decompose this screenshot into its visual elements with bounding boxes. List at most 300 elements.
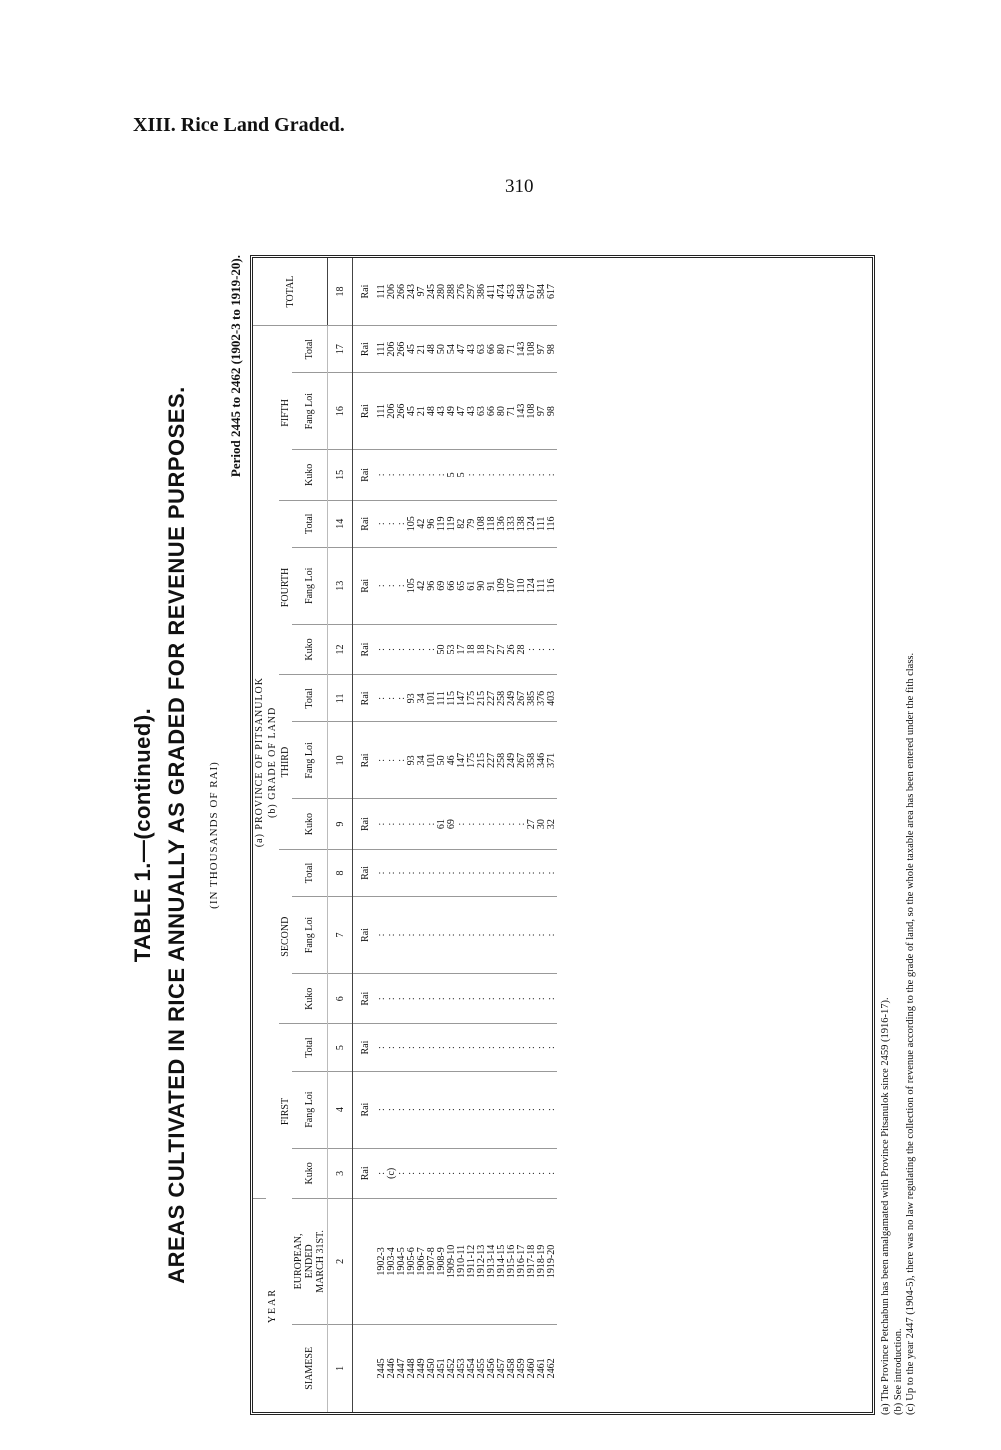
cell-tot5: 66: [487, 326, 497, 373]
cell-siamese: 2453: [456, 1358, 467, 1379]
cell-tot5: 98: [547, 326, 557, 373]
column-number: 11: [328, 675, 353, 722]
european-header: [292, 1199, 328, 1325]
cell-fang2: :: [517, 897, 527, 974]
cell-kuko2: :: [477, 973, 487, 1024]
cell-fang3: 34: [417, 722, 427, 799]
cell-tot3: 215: [477, 675, 487, 722]
cell-tot3: 249: [507, 675, 517, 722]
cell-fang2: :: [537, 897, 547, 974]
cell-total: 266: [397, 258, 407, 326]
cell-tot3: 267: [517, 675, 527, 722]
cell-tot1: :: [427, 1024, 437, 1071]
cell-fang2: :: [467, 897, 477, 974]
cell-kuko5: :: [427, 450, 437, 501]
total-subheader: Total: [292, 1024, 328, 1071]
column-number: 14: [328, 500, 353, 547]
cell-fang1: :: [397, 1071, 407, 1148]
column-number: 6: [328, 973, 353, 1024]
siamese-header: SIAMESE: [292, 1324, 328, 1412]
table-row: [527, 258, 537, 1412]
cell-fang4: 90: [477, 547, 487, 624]
cell-kuko5: :: [437, 450, 447, 501]
cell-siamese: 2447: [396, 1358, 407, 1379]
cell-tot5: 48: [427, 326, 437, 373]
cell-kuko5: :: [387, 450, 397, 501]
cell-siamese: 2454: [466, 1358, 477, 1379]
cell-kuko5: 5: [447, 450, 457, 501]
unit-cell: [353, 1324, 378, 1412]
cell-fang2: :: [487, 897, 497, 974]
fang-loi-header: Fang Loi: [292, 547, 328, 624]
unit-cell: Rai: [353, 973, 378, 1024]
table-row: [427, 258, 437, 1412]
cell-fang5: 66: [487, 373, 497, 450]
cell-tot4: 118: [487, 500, 497, 547]
cell-tot3: 93: [407, 675, 417, 722]
cell-kuko4: :: [387, 624, 397, 675]
unit-cell: Rai: [353, 722, 378, 799]
cell-kuko5: :: [507, 450, 517, 501]
cell-kuko3: 69: [447, 799, 457, 850]
cell-kuko5: :: [407, 450, 417, 501]
cell-tot2: :: [427, 849, 437, 896]
cell-tot5: 21: [417, 326, 427, 373]
cell-kuko2: :: [537, 973, 547, 1024]
cell-fang4: 42: [417, 547, 427, 624]
cell-fang1: :: [407, 1071, 417, 1148]
cell-tot4: 82: [457, 500, 467, 547]
cell-tot1: :: [507, 1024, 517, 1071]
cell-fang4: 124: [527, 547, 537, 624]
cell-siamese: 2462: [546, 1358, 557, 1379]
cell-tot1: :: [477, 1024, 487, 1071]
cell-kuko4: 18: [477, 624, 487, 675]
cell-kuko4: 18: [467, 624, 477, 675]
cell-tot1: :: [377, 1024, 387, 1071]
cell-fang5: 108: [527, 373, 537, 450]
cell-fang3: 215: [477, 722, 487, 799]
cell-kuko2: :: [397, 973, 407, 1024]
cell-european: 1902-3: [377, 1199, 387, 1325]
cell-fang4: 111: [537, 547, 547, 624]
column-number: 3: [328, 1148, 353, 1199]
cell-kuko1: :: [407, 1148, 417, 1199]
unit-cell: Rai: [353, 500, 378, 547]
fang-loi-header: Fang Loi: [292, 373, 328, 450]
cell-kuko3: :: [477, 799, 487, 850]
page-number: 310: [505, 176, 534, 197]
cell-total: 617: [527, 258, 537, 326]
cell-fang5: 80: [497, 373, 507, 450]
european-header-line3: MARCH 31ST.: [315, 1230, 326, 1293]
cell-fang5: 266: [397, 373, 407, 450]
cell-european: 1911-12: [467, 1199, 477, 1325]
total-subheader: Total: [292, 849, 328, 896]
kuko-header: Kuko: [292, 450, 328, 501]
cell-fang2: :: [547, 897, 557, 974]
cell-kuko4: :: [377, 624, 387, 675]
cell-tot3: 34: [417, 675, 427, 722]
kuko-header: Kuko: [292, 973, 328, 1024]
cell-fang4: :: [397, 547, 407, 624]
table-row: [387, 258, 397, 1412]
cell-kuko4: :: [527, 624, 537, 675]
cell-kuko5: 5: [457, 450, 467, 501]
cell-tot1: :: [437, 1024, 447, 1071]
cell-kuko4: 27: [487, 624, 497, 675]
grade-fourth-header: FOURTH: [279, 500, 292, 675]
column-number: 17: [328, 326, 353, 373]
table-row: [497, 258, 507, 1412]
cell-tot5: 71: [507, 326, 517, 373]
cell-tot5: 47: [457, 326, 467, 373]
cell-european: 1915-16: [507, 1199, 517, 1325]
footnote-b: (b) See introduction.: [892, 1328, 904, 1415]
cell-kuko5: :: [517, 450, 527, 501]
cell-fang4: 61: [467, 547, 477, 624]
cell-european: 1917-18: [527, 1199, 537, 1325]
cell-tot3: 175: [467, 675, 477, 722]
cell-european: 1914-15: [497, 1199, 507, 1325]
total-subheader: Total: [292, 500, 328, 547]
cell-tot1: :: [497, 1024, 507, 1071]
unit-cell: Rai: [353, 326, 378, 373]
cell-kuko4: :: [547, 624, 557, 675]
cell-tot5: 54: [447, 326, 457, 373]
cell-kuko1: :: [417, 1148, 427, 1199]
cell-fang5: 49: [447, 373, 457, 450]
cell-fang2: :: [507, 897, 517, 974]
cell-fang2: :: [477, 897, 487, 974]
cell-fang1: :: [387, 1071, 397, 1148]
cell-kuko2: :: [417, 973, 427, 1024]
cell-kuko4: 53: [447, 624, 457, 675]
table-body: [377, 258, 557, 1412]
cell-tot5: 143: [517, 326, 527, 373]
cell-kuko5: :: [467, 450, 477, 501]
cell-kuko1: :: [497, 1148, 507, 1199]
cell-fang3: 258: [497, 722, 507, 799]
table-row: [437, 258, 447, 1412]
cell-fang3: 371: [547, 722, 557, 799]
cell-kuko1: :: [517, 1148, 527, 1199]
cell-kuko2: :: [527, 973, 537, 1024]
cell-european: 1916-17: [517, 1199, 527, 1325]
cell-kuko3: 61: [437, 799, 447, 850]
column-number: 9: [328, 799, 353, 850]
cell-tot3: :: [397, 675, 407, 722]
cell-fang2: :: [397, 897, 407, 974]
cell-fang5: 21: [417, 373, 427, 450]
cell-fang2: :: [417, 897, 427, 974]
cell-kuko4: 28: [517, 624, 527, 675]
cell-tot2: :: [467, 849, 477, 896]
cell-european: 1912-13: [477, 1199, 487, 1325]
cell-tot3: 115: [447, 675, 457, 722]
column-number: 5: [328, 1024, 353, 1071]
cell-kuko1: :: [507, 1148, 517, 1199]
cell-european: 1907-8: [427, 1199, 437, 1325]
province-header: (a) PROVINCE OF PITSANULOK: [253, 326, 266, 1199]
cell-fang5: 43: [437, 373, 447, 450]
cell-tot5: 108: [527, 326, 537, 373]
cell-fang5: 71: [507, 373, 517, 450]
cell-kuko4: :: [537, 624, 547, 675]
year-header: YEAR: [267, 1287, 278, 1324]
cell-kuko3: :: [497, 799, 507, 850]
cell-tot5: 45: [407, 326, 417, 373]
cell-kuko5: :: [537, 450, 547, 501]
cell-european: 1903-4: [387, 1199, 397, 1325]
cell-kuko3: :: [427, 799, 437, 850]
cell-fang1: :: [417, 1071, 427, 1148]
cell-kuko5: :: [497, 450, 507, 501]
cell-kuko3: :: [377, 799, 387, 850]
cell-tot1: :: [387, 1024, 397, 1071]
cell-fang2: :: [437, 897, 447, 974]
cell-fang3: 101: [427, 722, 437, 799]
cell-fang3: 93: [407, 722, 417, 799]
cell-total: 617: [547, 258, 557, 326]
cell-fang3: :: [377, 722, 387, 799]
cell-kuko2: :: [447, 973, 457, 1024]
cell-siamese: 2459: [516, 1358, 527, 1379]
cell-fang3: 346: [537, 722, 547, 799]
cell-tot2: :: [517, 849, 527, 896]
cell-fang1: :: [447, 1071, 457, 1148]
cell-fang1: :: [547, 1071, 557, 1148]
grade-header: (b) GRADE OF LAND: [267, 706, 278, 818]
grade-first-header: FIRST: [280, 1097, 291, 1126]
cell-tot2: :: [477, 849, 487, 896]
cell-tot1: :: [457, 1024, 467, 1071]
column-number: 16: [328, 373, 353, 450]
column-number: 2: [328, 1199, 353, 1325]
cell-fang3: 267: [517, 722, 527, 799]
cell-kuko1: :: [527, 1148, 537, 1199]
cell-tot5: 111: [377, 326, 387, 373]
cell-fang1: :: [427, 1071, 437, 1148]
column-number: 8: [328, 849, 353, 896]
total-subheader: Total: [292, 326, 328, 373]
cell-fang5: 98: [547, 373, 557, 450]
cell-fang5: 143: [517, 373, 527, 450]
table-row: [457, 258, 467, 1412]
cell-fang1: :: [477, 1071, 487, 1148]
cell-fang4: 107: [507, 547, 517, 624]
cell-tot2: :: [437, 849, 447, 896]
cell-tot2: :: [417, 849, 427, 896]
cell-kuko1: :: [397, 1148, 407, 1199]
cell-fang2: :: [527, 897, 537, 974]
cell-fang5: 97: [537, 373, 547, 450]
cell-kuko4: :: [427, 624, 437, 675]
cell-total: 280: [437, 258, 447, 326]
cell-tot2: :: [507, 849, 517, 896]
cell-tot2: :: [447, 849, 457, 896]
cell-fang3: 358: [527, 722, 537, 799]
cell-fang3: :: [387, 722, 397, 799]
fang-loi-header: Fang Loi: [292, 722, 328, 799]
cell-fang4: 109: [497, 547, 507, 624]
cell-siamese: 2445: [376, 1358, 387, 1379]
cell-fang2: :: [407, 897, 417, 974]
cell-european: 1906-7: [417, 1199, 427, 1325]
cell-tot1: :: [417, 1024, 427, 1071]
total-subheader: Total: [292, 675, 328, 722]
cell-tot1: :: [527, 1024, 537, 1071]
cell-tot1: :: [467, 1024, 477, 1071]
cell-tot1: :: [487, 1024, 497, 1071]
cell-kuko4: 17: [457, 624, 467, 675]
cell-total: 584: [537, 258, 547, 326]
cell-kuko1: :: [427, 1148, 437, 1199]
cell-european: 1904-5: [397, 1199, 407, 1325]
cell-tot4: 96: [427, 500, 437, 547]
cell-tot4: 111: [537, 500, 547, 547]
cell-fang1: :: [457, 1071, 467, 1148]
cell-european: 1905-6: [407, 1199, 417, 1325]
cell-kuko4: 50: [437, 624, 447, 675]
cell-kuko5: :: [377, 450, 387, 501]
cell-tot4: 133: [507, 500, 517, 547]
cell-tot1: :: [547, 1024, 557, 1071]
footnote-c: (c) Up to the year 2447 (1904-5), there was no law regulating the collection of revenue according to the grade of land, so the whole taxable area has been entered under the fith class.: [905, 652, 916, 1415]
column-number: 18: [328, 258, 353, 326]
cell-tot1: :: [537, 1024, 547, 1071]
cell-kuko1: :: [437, 1148, 447, 1199]
cell-total: 386: [477, 258, 487, 326]
cell-tot3: 258: [497, 675, 507, 722]
cell-fang4: 65: [457, 547, 467, 624]
cell-kuko3: :: [507, 799, 517, 850]
table-row: [447, 258, 457, 1412]
grade-second-header: SECOND: [279, 849, 292, 1024]
cell-tot5: 80: [497, 326, 507, 373]
cell-tot1: :: [447, 1024, 457, 1071]
cell-tot4: 116: [547, 500, 557, 547]
table-row: [517, 258, 527, 1412]
cell-siamese: 2455: [476, 1358, 487, 1379]
cell-kuko2: :: [407, 973, 417, 1024]
cell-kuko3: :: [387, 799, 397, 850]
cell-total: 453: [507, 258, 517, 326]
cell-fang5: 206: [387, 373, 397, 450]
fang-loi-header: Fang Loi: [292, 1071, 328, 1148]
cell-fang5: 111: [377, 373, 387, 450]
cell-total: 474: [497, 258, 507, 326]
cell-fang3: 249: [507, 722, 517, 799]
column-number: 13: [328, 547, 353, 624]
cell-tot2: :: [387, 849, 397, 896]
table-frame: [250, 255, 875, 1415]
cell-siamese: 2446: [386, 1358, 397, 1379]
cell-tot4: :: [387, 500, 397, 547]
cell-fang4: :: [377, 547, 387, 624]
cell-kuko4: 27: [497, 624, 507, 675]
cell-total: 97: [417, 258, 427, 326]
cell-tot4: 124: [527, 500, 537, 547]
cell-siamese: 2460: [526, 1358, 537, 1379]
cell-tot4: 119: [447, 500, 457, 547]
table-row: [487, 258, 497, 1412]
cell-kuko5: :: [547, 450, 557, 501]
table-row: [397, 258, 407, 1412]
cell-fang5: 47: [457, 373, 467, 450]
table-subtitle: AREAS CULTIVATED IN RICE ANNUALLY AS GRADED FOR REVENUE PURPOSES.: [164, 386, 189, 1284]
column-number: 7: [328, 897, 353, 974]
total-header: TOTAL: [253, 258, 328, 326]
cell-kuko2: :: [497, 973, 507, 1024]
cell-fang3: :: [397, 722, 407, 799]
cell-kuko3: 27: [527, 799, 537, 850]
grade-third-header: THIRD: [279, 675, 292, 850]
cell-tot3: 101: [427, 675, 437, 722]
cell-fang2: :: [457, 897, 467, 974]
cell-kuko1: :: [447, 1148, 457, 1199]
cell-kuko1: :: [537, 1148, 547, 1199]
cell-fang5: 43: [467, 373, 477, 450]
cell-tot4: :: [397, 500, 407, 547]
unit-cell: [353, 1199, 378, 1325]
cell-kuko2: :: [437, 973, 447, 1024]
cell-fang1: :: [467, 1071, 477, 1148]
cell-fang2: :: [377, 897, 387, 974]
cell-tot3: 385: [527, 675, 537, 722]
period-label: Period 2445 to 2462 (1902-3 to 1919-20).: [228, 255, 243, 478]
cell-kuko1: (c): [387, 1148, 397, 1199]
cell-kuko5: :: [477, 450, 487, 501]
cell-fang3: 175: [467, 722, 477, 799]
cell-kuko2: :: [507, 973, 517, 1024]
cell-kuko1: :: [547, 1148, 557, 1199]
cell-fang4: 66: [447, 547, 457, 624]
cell-tot1: :: [517, 1024, 527, 1071]
rice-land-table: [253, 258, 557, 1412]
cell-kuko2: :: [427, 973, 437, 1024]
cell-siamese: 2456: [486, 1358, 497, 1379]
table-row: [547, 258, 557, 1412]
cell-tot5: 63: [477, 326, 487, 373]
cell-siamese: 2461: [536, 1358, 547, 1379]
cell-tot3: 227: [487, 675, 497, 722]
cell-total: 111: [377, 258, 387, 326]
cell-total: 206: [387, 258, 397, 326]
european-header-line1: EUROPEAN,: [293, 1233, 304, 1290]
cell-fang1: :: [487, 1071, 497, 1148]
cell-tot4: 119: [437, 500, 447, 547]
kuko-header: Kuko: [292, 624, 328, 675]
cell-tot5: 43: [467, 326, 477, 373]
unit-cell: Rai: [353, 897, 378, 974]
cell-kuko5: :: [397, 450, 407, 501]
cell-kuko3: :: [397, 799, 407, 850]
cell-fang1: :: [527, 1071, 537, 1148]
cell-fang2: :: [447, 897, 457, 974]
cell-european: 1909-10: [447, 1199, 457, 1325]
cell-kuko5: :: [527, 450, 537, 501]
cell-tot3: 111: [437, 675, 447, 722]
cell-tot2: :: [457, 849, 467, 896]
column-number: 15: [328, 450, 353, 501]
cell-european: 1919-20: [547, 1199, 557, 1325]
cell-fang1: :: [437, 1071, 447, 1148]
column-number: 10: [328, 722, 353, 799]
cell-kuko3: :: [467, 799, 477, 850]
cell-kuko3: :: [407, 799, 417, 850]
cell-fang3: 46: [447, 722, 457, 799]
